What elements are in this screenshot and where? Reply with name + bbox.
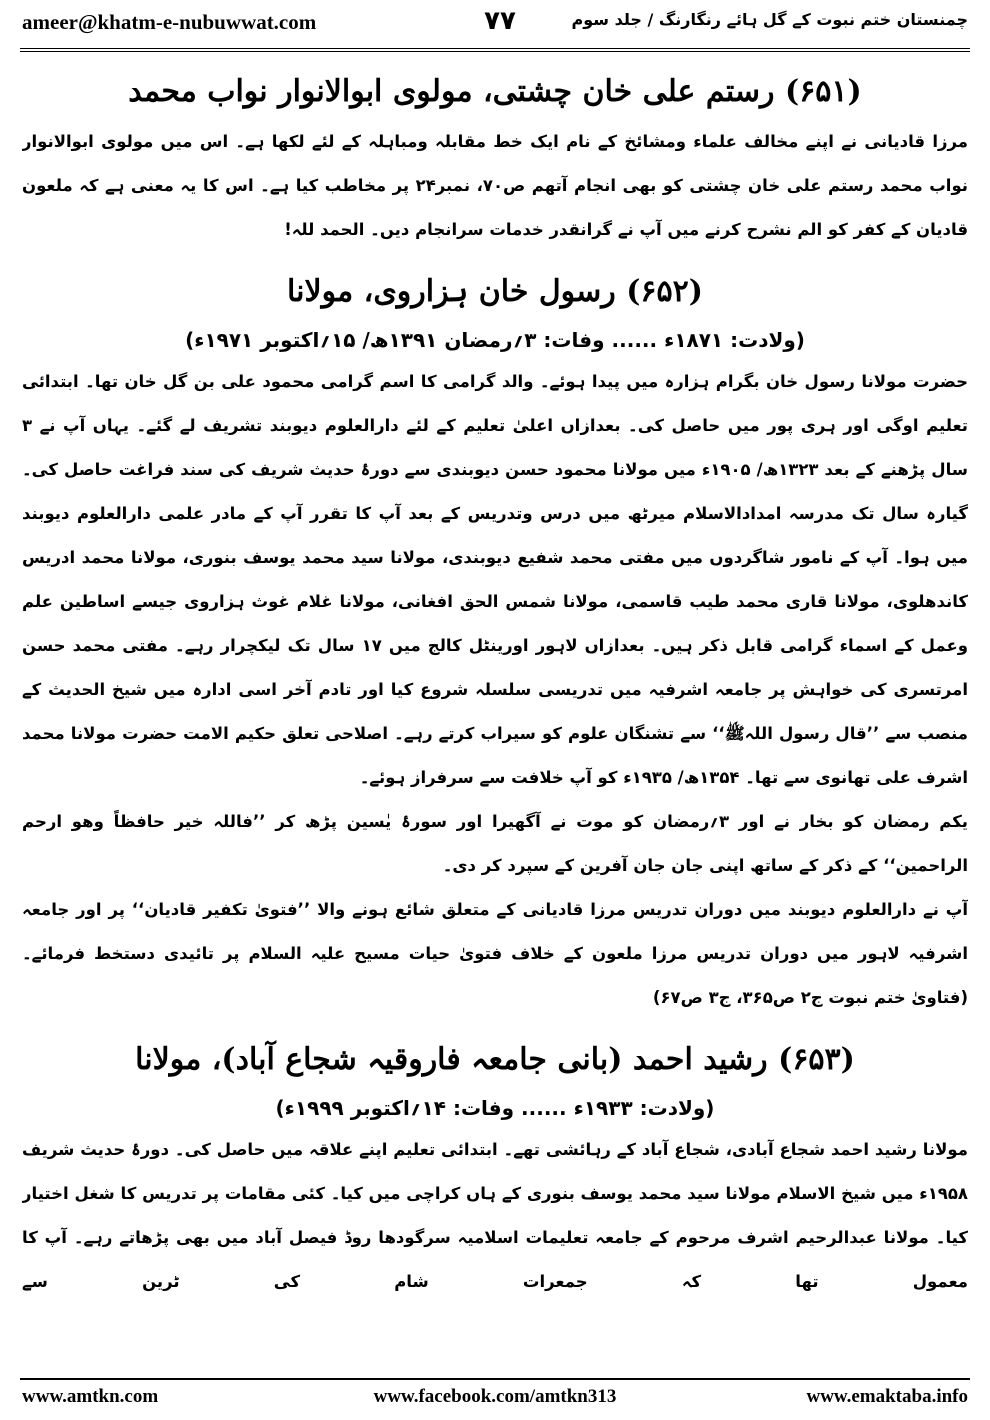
section-paragraph: حضرت مولانا رسول خان بگرام ہزارہ میں پیدا ہوئے۔ والد گرامی کا اسم گرامی محمود علی بن گل خان تھا۔ ابتدائی تعلیم اوگی اور ہری پور میں حاصل کی۔ بعدازاں اعلیٰ تعلیم کے لئے دارالعلوم دیوبند تشریف لے گئے۔ یہاں آپ نے ۳ سال پڑھنے کے بعد ۱۳۲۳ھ/ ۱۹۰۵ء میں مولانا محمود حسن دیوبندی سے دورۂ حدیث شریف کی سند فراغت حاصل کی۔ گیارہ سال تک مدرسہ امدادالاسلام میرٹھ میں درس وتدریس کے بعد آپ کا تقرر آپ کے مادر علمی دارالعلوم دیوبند میں ہوا۔ آپ کے نامور شاگردوں میں مفتی محمد شفیع دیوبندی، مولانا سید محمد یوسف بنوری، مولانا محمد ادریس کاندھلوی، مولانا قاری محمد طیب قاسمی، مولانا شمس الحق افغانی، مولانا غلام غوث ہزاروی جیسے اساطین علم وعمل کے اسماء گرامی قابل ذکر ہیں۔ بعدازاں لاہور اورینٹل کالج میں ۱۷ سال تک لیکچرار رہے۔ مفتی محمد حسن امرتسری کی خواہش پر جامعہ اشرفیہ میں تدریسی سلسلہ شروع کیا اور تادم آخر اسی ادارہ میں شیخ الحدیث کے منصب سے ’’قال رسول اللہﷺ‘‘ سے تشنگان علوم کو سیراب کرتے رہے۔ اصلاحی تعلق حکیم الامت حضرت مولانا محمد اشرف علی تھانوی سے تھا۔ ۱۳۵۴ھ/ ۱۹۳۵ء کو آپ خلافت سے سرفراز ہوئے۔ (22, 372, 968, 787)
footer-rule (20, 1378, 970, 1380)
section-dates: (ولادت: ۱۹۳۳ء ...... وفات: ۱۴؍اکتوبر ۱۹۹۹ء) (275, 1096, 715, 1120)
page-number: ۷۷ (484, 6, 516, 36)
section-dates: (ولادت: ۱۸۷۱ء ...... وفات: ۳؍رمضان ۱۳۹۱ھ/ ۱۵؍اکتوبر ۱۹۷۱ء) (185, 328, 805, 352)
section-paragraph: مولانا رشید احمد شجاع آبادی، شجاع آباد کے رہائشی تھے۔ ابتدائی تعلیم اپنے علاقہ میں حاصل کی۔ دورۂ حدیث شریف ۱۹۵۸ء میں شیخ الاسلام مولانا سید محمد یوسف بنوری کے ہاں کراچی میں کیا۔ کئی مقامات پر تدریس کا شغل اختیار کیا۔ مولانا عبدالرحیم اشرف مرحوم کے جامعہ تعلیمات اسلامیہ سرگودھا روڈ فیصل آباد میں بھی پڑھاتے رہے۔ آپ کا معمول تھا کہ جمعرات شام کی ٹرین سے (22, 1140, 968, 1291)
header-rule (20, 48, 970, 52)
page-header (0, 0, 990, 52)
book-title: چمنستان ختم نبوت کے گل ہائے رنگارنگ / جلد سوم (571, 10, 968, 29)
footer-link-emaktaba[interactable]: www.emaktaba.info (806, 1386, 968, 1407)
page-content (22, 60, 968, 1372)
section-heading: (۶۵۳) رشید احمد (بانی جامعہ فاروقیہ شجاع آباد)، مولانا (135, 1042, 855, 1077)
header-email: ameer@khatm-e-nubuwwat.com (22, 10, 317, 34)
section-paragraph: مرزا قادیانی نے اپنے مخالف علماء ومشائخ کے نام ایک خط مقابلہ ومباہلہ کے لئے لکھا ہے۔ اس میں مولوی ابوالانوار نواب محمد رستم علی خان چشتی کو بھی انجام آتھم ص۷۰، نمبر۲۴ پر مخاطب کیا ہے۔ اس کا یہ معنی ہے کہ ملعون قادیان کے کفر کو الم نشرح کرنے میں آپ نے گرانقدر خدمات سرانجام دیں۔ الحمد للہ! (22, 132, 968, 239)
section-heading: (۶۵۱) رستم علی خان چشتی، مولوی ابوالانوار نواب محمد (128, 74, 862, 109)
section-paragraph: آپ نے دارالعلوم دیوبند میں دوران تدریس مرزا قادیانی کے متعلق شائع ہونے والا ’’فتویٰ تکفیر قادیان‘‘ پر اور جامعہ اشرفیہ لاہور میں دوران تدریس مرزا ملعون کے خلاف فتویٰ حیات مسیح علیہ السلام پر تائیدی دستخط فرمائے۔ (فتاویٰ ختم نبوت ج۲ ص۳۶۵، ج۳ ص۶۷) (22, 900, 968, 1007)
section-heading: (۶۵۲) رسول خان ہزاروی، مولانا (287, 274, 703, 309)
footer-link-amtkn[interactable]: www.amtkn.com (22, 1386, 159, 1407)
page-footer (0, 1378, 990, 1420)
footer-link-facebook[interactable]: www.facebook.com/amtkn313 (373, 1386, 617, 1407)
section-paragraph: یکم رمضان کو بخار نے اور ۳؍رمضان کو موت نے آگھیرا اور سورۂ یٰسین پڑھ کر ’’فاللہ خیر حافظاً وھو ارحم الراحمین‘‘ کے ذکر کے ساتھ اپنی جان جان آفرین کے سپرد کر دی۔ (22, 812, 968, 875)
